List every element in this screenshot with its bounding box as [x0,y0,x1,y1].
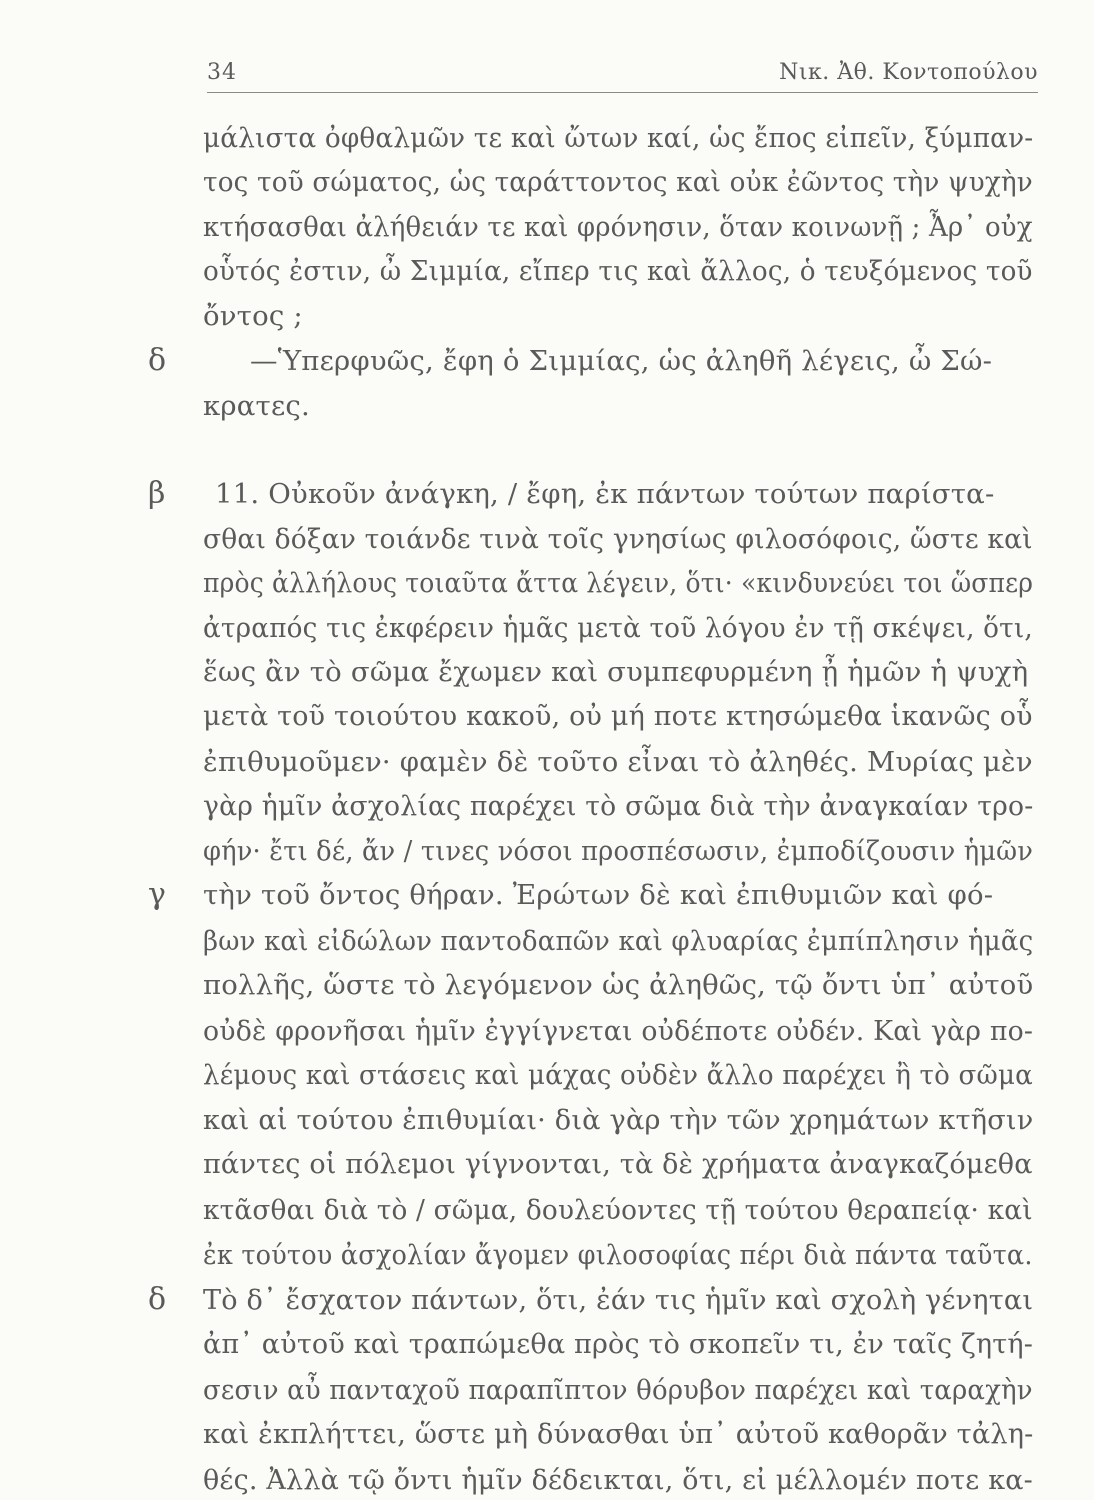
margin-marker-gamma: γ [148,877,166,913]
text-line: τὴν τοῦ ὄντος θήραν. Ἐρώτων δὲ καὶ ἐπιθυμιῶν καὶ φό- [203,879,994,912]
margin-marker-delta-top: δ [148,343,167,379]
text-line: —Ὑπερφυῶς, ἔφη ὁ Σιμμίας, ὡς ἀληθῆ λέγεις, ὦ Σώ- [250,345,993,378]
page-number: 34 [207,60,237,85]
text-line: οὐδὲ φρονῆσαι ἡμῖν ἐγγίγνεται οὐδέποτε οὐδέν. Καὶ γὰρ πο- [203,1014,1034,1047]
text-line: ἕως ἂν τὸ σῶμα ἔχωμεν καὶ συμπεφυρμένη ᾖ ἡμῶν ἡ ψυχὴ [203,656,1029,688]
text-line: πάντες οἱ πόλεμοι γίγνονται, τὰ δὲ χρήματα ἀναγκαζόμεθα [203,1148,1033,1180]
text-line: ἐκ τούτου ἀσχολίαν ἄγομεν φιλοσοφίας πέρι διὰ πάντα ταῦτα. [203,1239,1033,1272]
section-start-line: 11. Οὐκοῦν ἀνάγκη, / ἔφη, ἐκ πάντων τούτων παρίστα- [215,478,995,511]
text-line: κρατες. [203,389,310,422]
text-line: κτᾶσθαι διὰ τὸ / σῶμα, δουλεύοντες τῇ τούτου θεραπείᾳ· καὶ [203,1193,1033,1226]
text-line: λέμους καὶ στάσεις καὶ μάχας οὐδὲν ἄλλο παρέχει ἢ τὸ σῶμα [203,1059,1033,1092]
text-line: καὶ ἐκπλήττει, ὥστε μὴ δύνασθαι ὑπ᾽ αὐτοῦ καθορᾶν τἀλη- [203,1418,1034,1450]
text-line: βων καὶ εἰδώλων παντοδαπῶν καὶ φλυαρίας ἐμπίπλησιν ἡμᾶς [203,924,1034,957]
text-line: πρὸς ἀλλήλους τοιαῦτα ἄττα λέγειν, ὅτι· «κινδυνεύει τοι ὥσπερ [203,567,1034,600]
text-line: κτήσασθαι ἀλήθειάν τε καὶ φρόνησιν, ὅταν κοινωνῇ ; Ἆρ᾽ οὐχ [203,210,1033,243]
text-line: Τὸ δ᾽ ἔσχατον πάντων, ὅτι, ἐάν τις ἡμῖν καὶ σχολὴ γένηται [203,1283,1034,1316]
margin-marker-delta: δ [148,1281,167,1317]
page-header [207,52,1038,93]
margin-marker-beta: β [148,476,166,512]
text-line: θές. Ἀλλὰ τῷ ὄντι ἡμῖν δέδεικται, ὅτι, εἰ μέλλομέν ποτε κα- [203,1463,1033,1496]
text-line: σεσιν αὖ πανταχοῦ παραπῖπτον θόρυβον παρέχει καὶ ταραχὴν [203,1373,1033,1406]
text-line: καὶ αἱ τούτου ἐπιθυμίαι· διὰ γὰρ τὴν τῶν χρημάτων κτῆσιν [203,1103,1034,1136]
text-line: ἀπ᾽ αὐτοῦ καὶ τραπώμεθα πρὸς τὸ σκοπεῖν τι, ἐν ταῖς ζητή- [203,1328,1034,1360]
text-line: πολλῆς, ὥστε τὸ λεγόμενον ὡς ἀληθῶς, τῷ ὄντι ὑπ᾽ αὐτοῦ [203,969,1034,1002]
text-line: μετὰ τοῦ τοιούτου κακοῦ, οὐ μή ποτε κτησώμεθα ἱκανῶς οὗ [203,700,1033,733]
text-line: γὰρ ἡμῖν ἀσχολίας παρέχει τὸ σῶμα διὰ τὴν ἀναγκαίαν τρο- [203,790,1034,823]
text-line: τος τοῦ σώματος, ὡς ταράττοντος καὶ οὐκ ἐῶντος τὴν ψυχὴν [203,166,1033,199]
text-line: ἀτραπός τις ἐκφέρειν ἡμᾶς μετὰ τοῦ λόγου ἐν τῇ σκέψει, ὅτι, [203,611,1033,644]
running-head: Νικ. Ἀθ. Κοντοπούλου [779,60,1038,85]
text-line: οὗτός ἐστιν, ὦ Σιμμία, εἴπερ τις καὶ ἄλλος, ὁ τευξόμενος τοῦ [203,255,1033,288]
text-line: φήν· ἔτι δέ, ἄν / τινες νόσοι προσπέσωσιν, ἐμποδίζουσιν ἡμῶν [203,834,1034,867]
text-line: ἐπιθυμοῦμεν· φαμὲν δὲ τοῦτο εἶναι τὸ ἀληθές. Μυρίας μὲν [203,746,1033,778]
text-line: μάλιστα ὀφθαλμῶν τε καὶ ὤτων καί, ὡς ἔπος εἰπεῖν, ξύμπαν- [203,122,1034,154]
text-line: σθαι δόξαν τοιάνδε τινὰ τοῖς γνησίως φιλοσόφοις, ὥστε καὶ [203,522,1033,555]
text-line: ὄντος ; [203,299,303,332]
